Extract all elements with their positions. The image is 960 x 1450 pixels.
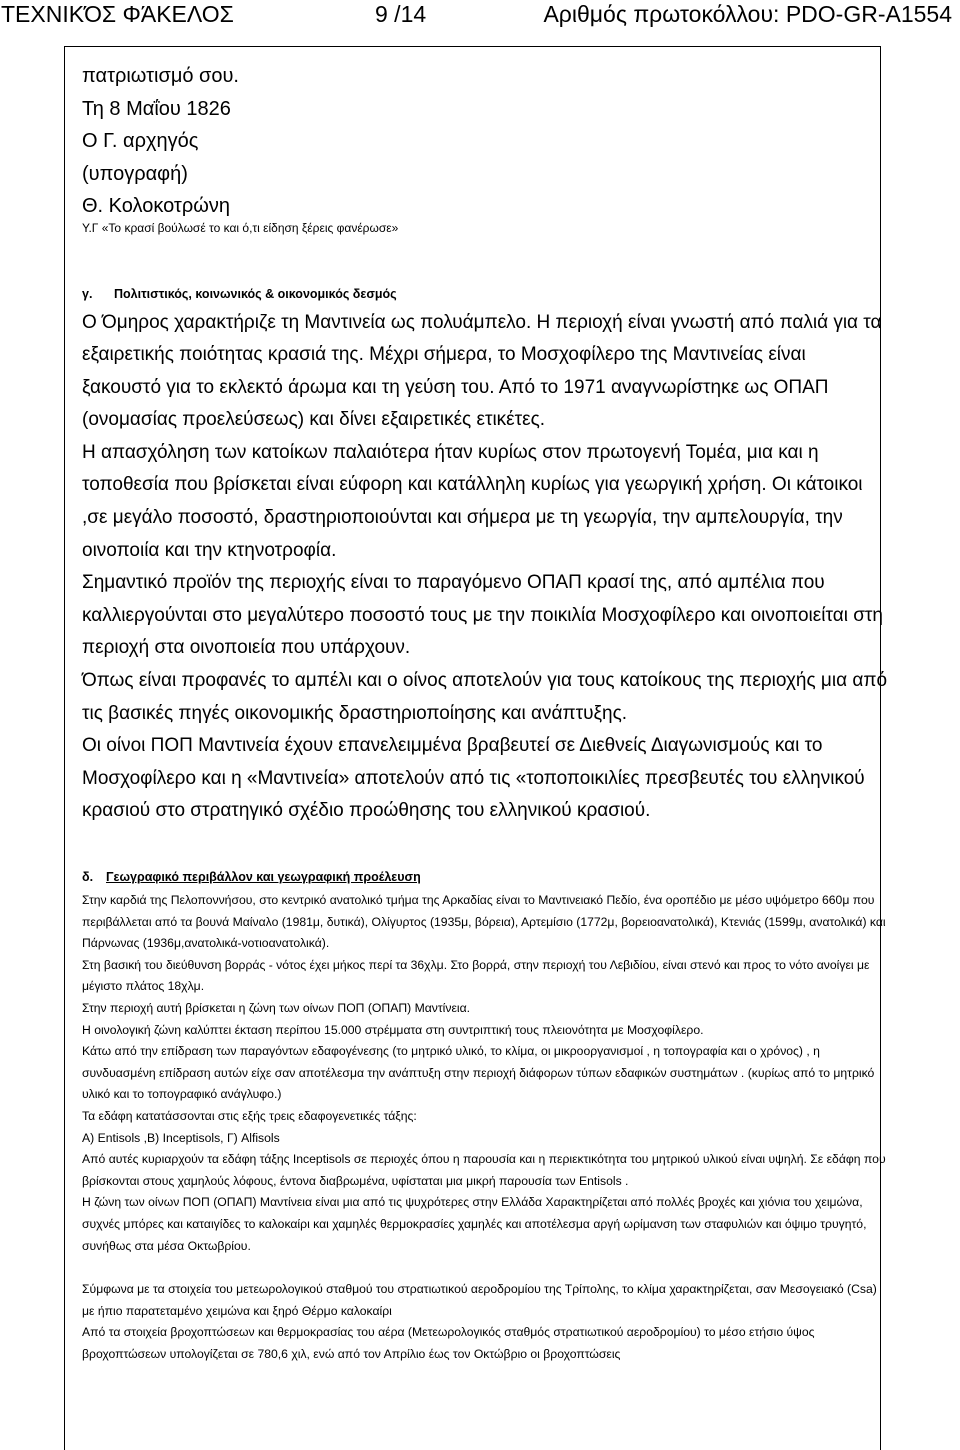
paragraph: Από τα στοιχεία βροχοπτώσεων και θερμοκρασίας του αέρα (Μετεωρολογικός σταθμός στρατιωτικού αεροδρομίου) το μέσο ετήσιο ύψος βροχοπτώσεων υπολογίζεται σε 780,6 χιλ, ενώ από τον Απρίλιο έως τον Οκτώβριο οι βροχοπτώσεις [82,1325,815,1361]
section-text [82,307,888,829]
paragraph: Η απασχόληση των κατοίκων παλαιότερα ήταν κυρίως στον πρωτογενή Τομέα, μια και η τοποθεσία που βρίσκεται είναι εύφορη και κατάλληλη κυρίως για γεωργική χρήση. Οι κάτοικοι ,σε μεγάλο ποσοστό, δραστηριοποιούνται και σήμερα με τη γεωργία, την αμπελουργία, την οινοποιία και την κτηνοτροφία. [82,441,863,561]
date-line: Τη 8 Μαΐου 1826 [82,97,231,120]
protocol-number: Αριθμός πρωτοκόλλου: PDO-GR-A1554 [543,1,952,27]
section-label: γ. [82,286,93,301]
document-body [82,60,888,1365]
paragraph: Κάτω από την επίδραση των παραγόντων εδαφογένεσης (το μητρικό υλικό, το κλίμα, οι μικροοργανισμοί , η τοπογραφία και ο χρόνος) , η συνδυασμένη επίδραση αυτών είχε σαν αποτέλεσμα την ανάπτυξη στην περιοχή διάφορων τύπων εδαφικών συστημάτων . (κυρίως από το μητρικό υλικό και το τοπογραφικό ανάγλυφο.) [82,1044,875,1102]
closing-line: πατριωτισμό σου. [82,65,239,87]
paragraph: Α) Entisols ,Β) Inceptisols, Γ) Alfisols [82,1130,280,1145]
signatory-title: Ο Γ. αρχηγός [82,130,199,152]
paragraph: Η ζώνη των οίνων ΠΟΠ (ΟΠΑΠ) Μαντίνεια είναι μια από τις ψυχρότερες στην Ελλάδα Χαρακτηρίζεται από πολλές βροχές και χιόνια του χειμώνα, συχνές μπόρες και καταιγίδες το καλοκαίρι και χαμηλές θερμοκρασίες χαμηλές και αποτέλεσμα αργή ωρίμανση των σταφυλιών και όψιμο τρυγητό, συνήθως στα μέσα Οκτωβρίου. [82,1195,867,1253]
paragraph: Από αυτές κυριαρχούν τα εδάφη τάξης Inceptisols σε περιοχές όπου η παρουσία και η περιεκτικότητα του μητρικού υλικού είναι υψηλή. Σε εδάφη που βρίσκονται στους χαμηλούς λόφους, έντονα διαβρωμένα, υφίσταται μια μικρή παρουσία των Entisols . [82,1152,886,1188]
paragraph: Όπως είναι προφανές το αμπέλι και ο οίνος αποτελούν για τους κατοίκους της περιοχής μια από τις βασικές πηγές οικονομικής δραστηριοποίησης και ανάπτυξης. [82,670,888,724]
paragraph: Η οινολογική ζώνη καλύπτει έκταση περίπου 15.000 στρέμματα στη συντριπτική τους πλειονότητα με Μοσχοφίλερο. [82,1022,704,1037]
paragraph: Οι οίνοι ΠΟΠ Μαντινεία έχουν επανελειμμένα βραβευτεί σε Διεθνείς Διαγωνισμούς και το Μοσχοφίλερο και η «Μαντινεία» αποτελούν από τις «τοποποικιλίες πρεσβευτές του ελληνικού κρασιού στο στρατηγικό σχέδιο προώθησης του ελληνικού κρασιού. [82,735,865,822]
section-title: Γεωγραφικό περιβάλλον και γεωγραφική προέλευση [106,870,421,884]
paragraph: Στη βασική του διεύθυνση βορράς - νότος έχει μήκος περί τα 36χλμ. Στο βορρά, στην περιοχή του Λεβιδίου, είναι στενό και προς το νότο ανοίγει με μέγιστο πλάτος 18χλμ. [82,957,870,994]
paragraph: Στην καρδιά της Πελοποννήσου, στο κεντρικό ανατολικό τμήμα της Αρκαδίας είναι το Μαντινειακό Πεδίο, ένα οροπέδιο με μέσο υψόμετρο 660μ που περιβάλλεται από τα βουνά Μαίναλο (1981μ, δυτικά), Ολίγυρτος (1935μ, βόρεια), Αρτεμίσιο (1772μ, βορειοανατολικά), Κτενιάς (1599μ, ανατολικά) και Πάρνωνας (1936μ,ανατολικά-νοτιοανατολικά). [82,893,886,951]
paragraph: Τα εδάφη κατατάσσονται στις εξής τρεις εδαφογενετικές τάξης: [82,1108,417,1123]
page-number: 9 /14 [375,1,427,27]
paragraph: Σημαντικό προϊόν της περιοχής είναι το παραγόμενο ΟΠΑΠ κρασί της, από αμπέλια που καλλιεργούνται στο μεγαλύτερο ποσοστό τους με την ποικιλία Μοσχοφίλερο και οινοποιείται στη περιοχή στα οινοποιεία που υπάρχουν. [82,572,883,659]
letter-closing [82,60,888,237]
postscript: Υ.Γ «Το κρασί βούλωσέ το και ό,τι είδηση ξέρεις φανέρωσε» [82,220,399,235]
section-title: Πολιτιστικός, κοινωνικός & οικονομικός δεσμός [114,286,397,301]
paragraph: Στην περιοχή αυτή βρίσκεται η ζώνη των οίνων ΠΟΠ (ΟΠΑΠ) Μαντίνεια. [82,1000,471,1015]
document-type: ΤΕΧΝΙΚΌΣ ΦΆΚΕΛΟΣ [1,1,234,27]
section-label: δ. [82,870,94,884]
section-text [82,890,888,1365]
signature-note: (υπογραφή) [82,162,188,185]
section-heading [82,285,888,303]
page-header [0,0,960,30]
paragraph: Σύμφωνα με τα στοιχεία του μετεωρολογικού σταθμού του στρατιωτικού αεροδρομίου της Τρίπολης, το κλίμα χαρακτηρίζεται, σαν Μεσογειακό (Csa) με ήπιο παρατεταμένο χειμώνα και ξηρό Θέρμο καλοκαίρι [82,1282,877,1318]
paragraph: Ο Όμηρος χαρακτήριζε τη Μαντινεία ως πολυάμπελο. Η περιοχή είναι γνωστή από παλιά για τα εξαιρετικής ποιότητας κρασιά της. Μέχρι σήμερα, το Μοσχοφίλερο της Μαντινείας είναι ξακουστό για το εκλεκτό άρωμα και τη γεύση του. Από το 1971 αναγνωρίστηκε ως ΟΠΑΠ (ονομασίας προελεύσεως) και δίνει εξαιρετικές ετικέτες. [82,311,882,431]
section-heading [82,868,888,886]
signatory-name: Θ. Κολοκοτρώνη [82,195,230,217]
spacer [82,1257,888,1279]
